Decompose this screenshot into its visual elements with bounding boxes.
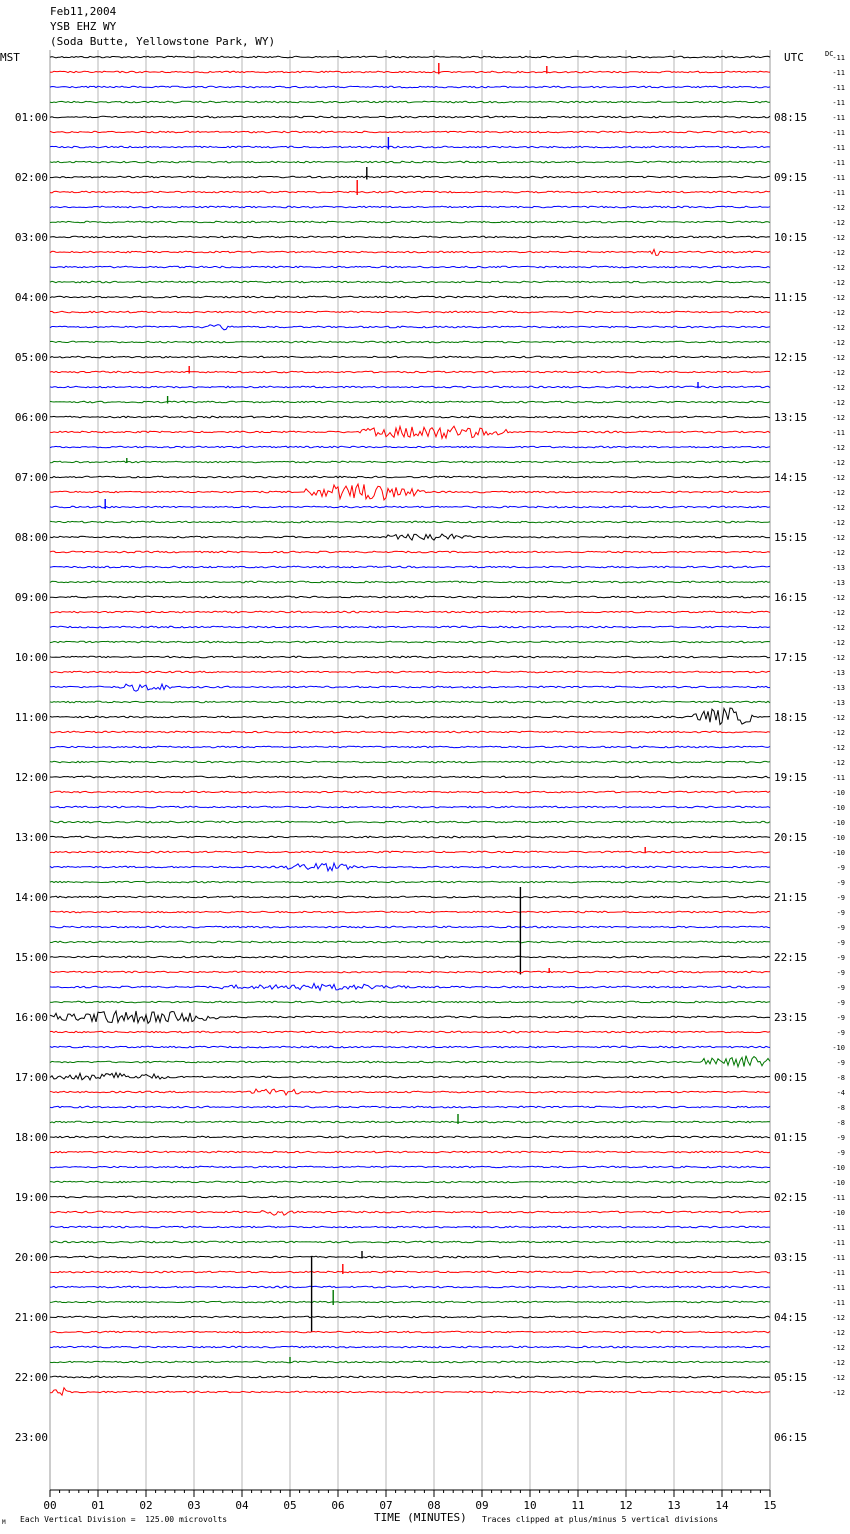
trace-line — [50, 356, 770, 358]
trace-line — [50, 1331, 770, 1333]
trace-line — [50, 281, 770, 283]
trace-line — [50, 1073, 770, 1080]
x-tick-label: 06 — [331, 1499, 345, 1512]
dc-offset-label: -10 — [832, 1209, 845, 1217]
trace-line — [50, 821, 770, 823]
dc-offset-label: -12 — [832, 294, 845, 302]
trace-line — [50, 249, 770, 255]
dc-offset-label: -12 — [832, 1389, 845, 1397]
dc-offset-label: -8 — [836, 1074, 845, 1082]
dc-offset-label: -12 — [832, 534, 845, 542]
trace-line — [50, 956, 770, 958]
right-hour-label: 12:15 — [774, 351, 808, 364]
dc-offset-label: -8 — [836, 1104, 845, 1112]
dc-offset-label: -13 — [832, 669, 845, 677]
trace-line — [50, 1089, 770, 1095]
x-tick-label: 00 — [43, 1499, 57, 1512]
x-axis-ticks — [50, 1490, 770, 1497]
dc-offset-label: -12 — [832, 1374, 845, 1382]
dc-offset-label: -13 — [832, 579, 845, 587]
trace-line — [50, 641, 770, 643]
dc-offset-label: -11 — [832, 69, 845, 77]
trace-line — [50, 311, 770, 313]
left-hour-label: 09:00 — [14, 591, 48, 604]
dc-offset-label: -9 — [836, 984, 845, 992]
trace-line — [50, 626, 770, 628]
left-hour-label: 04:00 — [14, 291, 48, 304]
right-hour-label: 18:15 — [774, 711, 808, 724]
dc-offset-label: -11 — [832, 174, 845, 182]
dc-offset-labels — [832, 54, 845, 1397]
dc-offset-label: -12 — [832, 309, 845, 317]
dc-offset-label: -11 — [832, 84, 845, 92]
dc-offset-label: -10 — [832, 1164, 845, 1172]
trace-line — [50, 911, 770, 913]
right-hour-label: 09:15 — [774, 171, 808, 184]
trace-line — [50, 671, 770, 673]
trace-line — [50, 1031, 770, 1033]
left-hour-label: 06:00 — [14, 411, 48, 424]
trace-line — [50, 776, 770, 778]
right-hour-labels — [774, 111, 807, 1444]
trace-line — [50, 806, 770, 808]
trace-line — [50, 1271, 770, 1273]
left-hour-label: 17:00 — [14, 1071, 48, 1084]
dc-offset-label: -9 — [836, 894, 845, 902]
dc-offset-label: -12 — [832, 324, 845, 332]
trace-line — [50, 551, 770, 553]
dc-offset-label: -12 — [832, 549, 845, 557]
trace-line — [50, 521, 770, 523]
trace-line — [50, 1301, 770, 1303]
trace-line — [50, 1211, 770, 1216]
dc-offset-label: -12 — [832, 624, 845, 632]
trace-line — [50, 101, 770, 103]
corner-mark: M — [2, 1519, 6, 1526]
trace-line — [50, 341, 770, 343]
dc-offset-label: -12 — [832, 714, 845, 722]
right-hour-label: 11:15 — [774, 291, 808, 304]
left-hour-label: 12:00 — [14, 771, 48, 784]
left-hour-label: 05:00 — [14, 351, 48, 364]
x-tick-label: 02 — [139, 1499, 153, 1512]
trace-line — [50, 863, 770, 871]
dc-offset-label: -12 — [832, 639, 845, 647]
trace-line — [50, 1181, 770, 1183]
dc-offset-label: -10 — [832, 804, 845, 812]
left-hour-label: 16:00 — [14, 1011, 48, 1024]
dc-offset-label: -12 — [832, 519, 845, 527]
scale-note: Each Vertical Division = 125.00 microvolts — [20, 1515, 228, 1524]
left-hour-label: 01:00 — [14, 111, 48, 124]
trace-line — [50, 836, 770, 838]
trace-line — [50, 1286, 770, 1288]
trace-line — [50, 1046, 770, 1048]
dc-offset-label: -9 — [836, 969, 845, 977]
trace-line — [50, 731, 770, 733]
dc-offset-label: -12 — [832, 744, 845, 752]
dc-offset-label: -9 — [836, 1059, 845, 1067]
dc-offset-label: -10 — [832, 789, 845, 797]
right-hour-label: 04:15 — [774, 1311, 808, 1324]
dc-offset-label: -12 — [832, 384, 845, 392]
trace-line — [50, 296, 770, 298]
trace-line — [50, 1316, 770, 1318]
trace-line — [50, 484, 770, 500]
right-hour-label: 10:15 — [774, 231, 808, 244]
dc-offset-label: -12 — [832, 264, 845, 272]
dc-offset-label: -12 — [832, 654, 845, 662]
left-hour-label: 23:00 — [14, 1431, 48, 1444]
dc-offset-label: -12 — [832, 1344, 845, 1352]
right-axis-title: UTC — [784, 51, 804, 64]
x-tick-label: 05 — [283, 1499, 297, 1512]
header-location: (Soda Butte, Yellowstone Park, WY) — [50, 35, 276, 48]
dc-column-title: DC — [825, 50, 834, 58]
dc-offset-label: -11 — [832, 1284, 845, 1292]
trace-line — [50, 701, 770, 703]
trace-line — [50, 596, 770, 598]
trace-line — [50, 971, 770, 973]
right-hour-label: 01:15 — [774, 1131, 808, 1144]
trace-line — [50, 746, 770, 748]
x-tick-label: 12 — [619, 1499, 633, 1512]
dc-offset-label: -9 — [836, 864, 845, 872]
x-tick-label: 03 — [187, 1499, 201, 1512]
dc-offset-label: -12 — [832, 759, 845, 767]
dc-offset-label: -11 — [832, 1194, 845, 1202]
trace-line — [50, 1151, 770, 1153]
dc-offset-label: -12 — [832, 339, 845, 347]
dc-offset-label: -12 — [832, 399, 845, 407]
left-hour-label: 18:00 — [14, 1131, 48, 1144]
dc-offset-label: -11 — [832, 114, 845, 122]
right-hour-label: 23:15 — [774, 1011, 808, 1024]
dc-offset-label: -8 — [836, 1119, 845, 1127]
dc-offset-label: -12 — [832, 234, 845, 242]
trace-line — [50, 131, 770, 133]
dc-offset-label: -9 — [836, 1149, 845, 1157]
dc-offset-label: -9 — [836, 999, 845, 1007]
x-tick-label: 11 — [571, 1499, 585, 1512]
left-hour-label: 21:00 — [14, 1311, 48, 1324]
trace-line — [50, 851, 770, 853]
header-date: Feb11,2004 — [50, 5, 117, 18]
trace-line — [50, 386, 770, 388]
dc-offset-label: -12 — [832, 219, 845, 227]
dc-offset-label: -13 — [832, 699, 845, 707]
trace-line — [50, 416, 770, 418]
dc-offset-label: -12 — [832, 594, 845, 602]
trace-line — [50, 371, 770, 373]
dc-offset-label: -12 — [832, 489, 845, 497]
trace-line — [50, 146, 770, 148]
dc-offset-label: -10 — [832, 1044, 845, 1052]
right-hour-label: 16:15 — [774, 591, 808, 604]
dc-offset-label: -10 — [832, 819, 845, 827]
left-hour-label: 20:00 — [14, 1251, 48, 1264]
trace-line — [50, 896, 770, 898]
trace-line — [50, 1361, 770, 1363]
trace-line — [50, 1001, 770, 1003]
dc-offset-label: -13 — [832, 564, 845, 572]
left-hour-label: 03:00 — [14, 231, 48, 244]
dc-offset-label: -12 — [832, 504, 845, 512]
left-hour-label: 19:00 — [14, 1191, 48, 1204]
dc-offset-label: -11 — [832, 99, 845, 107]
dc-offset-label: -12 — [832, 729, 845, 737]
trace-line — [50, 461, 770, 463]
dc-offset-label: -11 — [832, 159, 845, 167]
dc-offset-label: -11 — [832, 129, 845, 137]
trace-line — [50, 581, 770, 583]
clip-note: Traces clipped at plus/minus 5 vertical divisions — [482, 1515, 719, 1524]
right-hour-label: 00:15 — [774, 1071, 808, 1084]
left-hour-label: 13:00 — [14, 831, 48, 844]
trace-line — [50, 1166, 770, 1168]
trace-line — [50, 1376, 770, 1378]
header-station: YSB EHZ WY — [50, 20, 117, 33]
dc-offset-label: -12 — [832, 354, 845, 362]
left-hour-label: 07:00 — [14, 471, 48, 484]
trace-line — [50, 506, 770, 508]
right-hour-label: 17:15 — [774, 651, 808, 664]
right-hour-label: 22:15 — [774, 951, 808, 964]
trace-line — [50, 1241, 770, 1243]
trace-line — [50, 56, 770, 58]
x-tick-label: 14 — [715, 1499, 729, 1512]
left-hour-labels — [15, 111, 48, 1444]
x-tick-label: 01 — [91, 1499, 105, 1512]
dc-offset-label: -12 — [832, 609, 845, 617]
left-hour-label: 14:00 — [14, 891, 48, 904]
trace-line — [50, 1388, 770, 1395]
dc-offset-label: -13 — [832, 684, 845, 692]
dc-offset-label: -10 — [832, 1179, 845, 1187]
right-hour-label: 14:15 — [774, 471, 808, 484]
dc-offset-label: -11 — [832, 1269, 845, 1277]
seismic-traces — [50, 56, 770, 1395]
right-hour-label: 02:15 — [774, 1191, 808, 1204]
dc-offset-label: -12 — [832, 444, 845, 452]
dc-offset-label: -12 — [832, 1329, 845, 1337]
trace-line — [50, 761, 770, 763]
dc-offset-label: -11 — [832, 54, 845, 62]
dc-offset-label: -11 — [832, 1299, 845, 1307]
x-tick-label: 07 — [379, 1499, 393, 1512]
right-hour-label: 08:15 — [774, 111, 808, 124]
x-tick-label: 10 — [523, 1499, 537, 1512]
dc-offset-label: -11 — [832, 189, 845, 197]
dc-offset-label: -12 — [832, 474, 845, 482]
trace-line — [50, 71, 770, 73]
right-hour-label: 06:15 — [774, 1431, 808, 1444]
trace-line — [50, 611, 770, 613]
trace-line — [50, 1011, 770, 1023]
dc-offset-label: -12 — [832, 414, 845, 422]
trace-line — [50, 446, 770, 448]
dc-offset-label: -11 — [832, 429, 845, 437]
dc-offset-label: -9 — [836, 954, 845, 962]
trace-line — [50, 1056, 770, 1067]
trace-line — [50, 983, 770, 990]
trace-line — [50, 1196, 770, 1198]
right-hour-label: 19:15 — [774, 771, 808, 784]
dc-offset-label: -9 — [836, 1134, 845, 1142]
right-hour-label: 03:15 — [774, 1251, 808, 1264]
right-hour-label: 13:15 — [774, 411, 808, 424]
left-hour-label: 11:00 — [14, 711, 48, 724]
left-hour-label: 10:00 — [14, 651, 48, 664]
trace-line — [50, 1121, 770, 1123]
trace-line — [50, 684, 770, 691]
left-hour-label: 08:00 — [14, 531, 48, 544]
trace-line — [50, 476, 770, 478]
trace-line — [50, 1136, 770, 1138]
trace-line — [50, 881, 770, 883]
dc-offset-label: -9 — [836, 1029, 845, 1037]
dc-offset-label: -9 — [836, 879, 845, 887]
trace-line — [50, 566, 770, 568]
trace-line — [50, 401, 770, 403]
dc-offset-label: -12 — [832, 249, 845, 257]
trace-line — [50, 116, 770, 118]
dc-offset-label: -12 — [832, 1314, 845, 1322]
dc-offset-label: -11 — [832, 144, 845, 152]
dc-offset-label: -4 — [836, 1089, 845, 1097]
dc-offset-label: -12 — [832, 369, 845, 377]
trace-line — [50, 86, 770, 88]
trace-line — [50, 1346, 770, 1348]
x-tick-label: 13 — [667, 1499, 681, 1512]
dc-offset-label: -11 — [832, 1224, 845, 1232]
trace-line — [50, 791, 770, 793]
trace-line — [50, 926, 770, 928]
dc-offset-label: -10 — [832, 849, 845, 857]
trace-line — [50, 534, 770, 540]
x-tick-label: 15 — [763, 1499, 777, 1512]
right-hour-label: 05:15 — [774, 1371, 808, 1384]
dc-offset-label: -12 — [832, 459, 845, 467]
trace-line — [50, 1226, 770, 1228]
dc-offset-label: -9 — [836, 924, 845, 932]
vertical-gridlines — [50, 50, 770, 1490]
trace-line — [50, 325, 770, 330]
dc-offset-label: -11 — [832, 1254, 845, 1262]
dc-offset-label: -11 — [832, 1239, 845, 1247]
trace-line — [50, 236, 770, 238]
x-axis-label: TIME (MINUTES) — [374, 1511, 467, 1524]
trace-line — [50, 708, 770, 724]
left-hour-label: 22:00 — [14, 1371, 48, 1384]
left-hour-label: 15:00 — [14, 951, 48, 964]
dc-offset-label: -12 — [832, 1359, 845, 1367]
trace-line — [50, 426, 770, 438]
x-tick-label: 04 — [235, 1499, 249, 1512]
x-tick-label: 09 — [475, 1499, 489, 1512]
trace-line — [50, 266, 770, 268]
right-hour-label: 21:15 — [774, 891, 808, 904]
left-axis-title: MST — [0, 51, 20, 64]
trace-line — [50, 206, 770, 208]
x-tick-label: 08 — [427, 1499, 441, 1512]
dc-offset-label: -10 — [832, 834, 845, 842]
trace-line — [50, 191, 770, 193]
dc-offset-label: -9 — [836, 939, 845, 947]
dc-offset-label: -11 — [832, 774, 845, 782]
dc-offset-label: -9 — [836, 909, 845, 917]
trace-line — [50, 1106, 770, 1108]
trace-line — [50, 656, 770, 658]
dc-offset-label: -9 — [836, 1014, 845, 1022]
trace-line — [50, 161, 770, 163]
trace-line — [50, 221, 770, 223]
dc-offset-label: -12 — [832, 204, 845, 212]
left-hour-label: 02:00 — [14, 171, 48, 184]
right-hour-label: 20:15 — [774, 831, 808, 844]
trace-line — [50, 1256, 770, 1258]
dc-offset-label: -12 — [832, 279, 845, 287]
trace-line — [50, 941, 770, 943]
trace-line — [50, 176, 770, 178]
right-hour-label: 15:15 — [774, 531, 808, 544]
